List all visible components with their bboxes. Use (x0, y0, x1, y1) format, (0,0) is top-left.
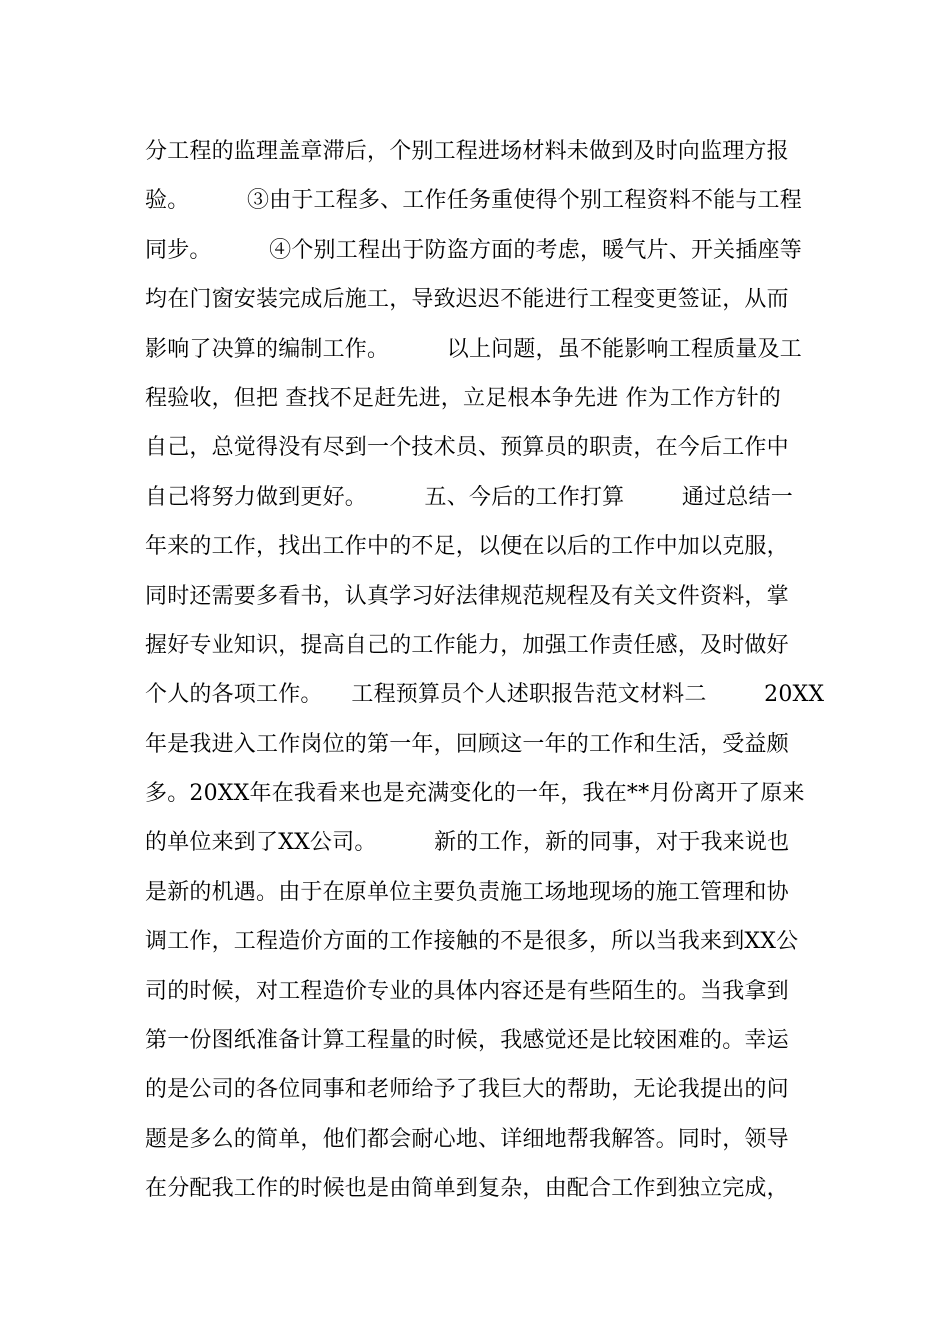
text-line: 在分配我工作的时候也是由简单到复杂，由配合工作到独立完成， (145, 1176, 789, 1202)
text-line: 自己将努力做到更好。 五、今后的工作打算 通过总结一 (145, 484, 793, 510)
text-line: 的单位来到了XX公司。 新的工作，新的同事，对于我来说也 (145, 830, 790, 856)
text-line: 均在门窗安装完成后施工，导致迟迟不能进行工程变更签证，从而 (145, 287, 789, 313)
text-line: 年来的工作，找出工作中的不足，以便在以后的工作中加以克服， (145, 534, 789, 560)
text-line: 影响了决算的编制工作。 以上问题，虽不能影响工程质量及工 (145, 336, 802, 362)
text-line: 调工作，工程造价方面的工作接触的不是很多，所以当我来到XX公 (145, 929, 799, 955)
text-line: 个人的各项工作。 工程预算员个人述职报告范文材料二 20XX (145, 682, 825, 708)
text-line: 题是多么的简单，他们都会耐心地、详细地帮我解答。同时，领导 (145, 1126, 789, 1152)
text-line: 程验收，但把 查找不足赶先进，立足根本争先进 作为工作方针的 (145, 385, 781, 411)
text-line: 的是公司的各位同事和老师给予了我巨大的帮助，无论我提出的问 (145, 1077, 789, 1103)
text-line: 握好专业知识，提高自己的工作能力，加强工作责任感，及时做好 (145, 632, 789, 658)
text-line: 验。 ③由于工程多、工作任务重使得个别工程资料不能与工程 (145, 188, 802, 214)
text-line: 司的时候，对工程造价专业的具体内容还是有些陌生的。当我拿到 (145, 978, 789, 1004)
text-line: 第一份图纸准备计算工程量的时候，我感觉还是比较困难的。幸运 (145, 1028, 789, 1054)
text-line: 年是我进入工作岗位的第一年，回顾这一年的工作和生活，受益颇 (145, 731, 789, 757)
text-line: 是新的机遇。由于在原单位主要负责施工场地现场的施工管理和协 (145, 879, 789, 905)
text-line: 同步。 ④个别工程出于防盗方面的考虑，暖气片、开关插座等 (145, 237, 802, 263)
text-line: 同时还需要多看书，认真学习好法律规范规程及有关文件资料，掌 (145, 583, 789, 609)
text-line: 自己，总觉得没有尽到一个技术员、预算员的职责，在今后工作中 (145, 435, 789, 461)
body-text (145, 127, 825, 1214)
text-line: 分工程的监理盖章滞后，个别工程进场材料未做到及时向监理方报 (145, 139, 789, 164)
text-line: 多。20XX年在我看来也是充满变化的一年，我在**月份离开了原来 (145, 781, 805, 807)
